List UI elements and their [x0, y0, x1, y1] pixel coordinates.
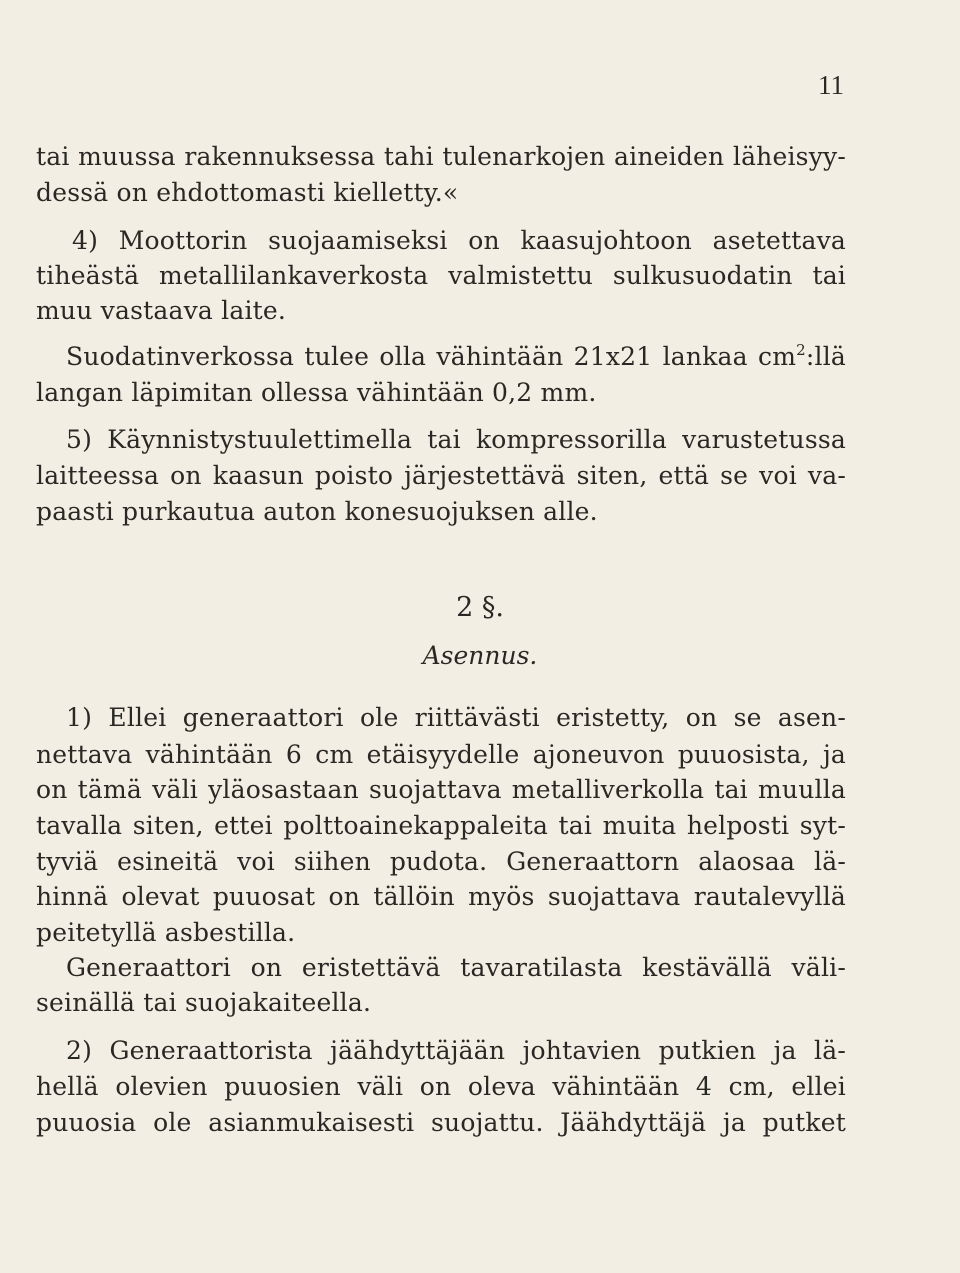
- text-line: langan läpimitan ollessa vähintään 0,2 mm.: [36, 378, 597, 407]
- text-line: 2) Generaattorista jäähdyttäjään johtavien putkien ja lä-: [66, 1036, 846, 1065]
- text-line: tiheästä metallilankaverkosta valmistettu sulkusuodatin tai: [36, 261, 846, 290]
- section-number: 2 §.: [456, 592, 504, 623]
- text-line: 4) Moottorin suojaamiseksi on kaasujohtoon asetettava: [72, 226, 846, 255]
- text-line: tavalla siten, ettei polttoainekappaleita tai muita helposti syt-: [36, 811, 846, 840]
- text-fragment: Suodatinverkossa tulee olla vähintään 21x21 lankaa cm: [66, 342, 797, 371]
- superscript: 2: [796, 341, 806, 359]
- text-line: laitteessa on kaasun poisto järjestettävä siten, että se voi va-: [36, 461, 846, 490]
- text-line: [66, 342, 846, 372]
- text-line: paasti purkautua auton konesuojuksen alle.: [36, 497, 598, 526]
- text-fragment: :llä: [805, 342, 846, 371]
- text-line: Generaattori on eristettävä tavaratilasta kestävällä väli-: [66, 953, 846, 982]
- text-line: muu vastaava laite.: [36, 296, 287, 325]
- text-line: tyviä esineitä voi siihen pudota. Generaattorn alaosaa lä-: [36, 847, 846, 876]
- text-line: tai muussa rakennuksessa tahi tulenarkojen aineiden läheisyy-: [36, 142, 846, 171]
- text-line: seinällä tai suojakaiteella.: [36, 988, 372, 1017]
- text-line: puuosia ole asianmukaisesti suojattu. Jäähdyttäjä ja putket: [36, 1108, 846, 1137]
- text-line: 1) Ellei generaattori ole riittävästi eristetty, on se asen-: [66, 703, 846, 732]
- text-line: 5) Käynnistystuulettimella tai kompressorilla varustetussa: [66, 425, 846, 454]
- page-number: 11: [818, 70, 844, 100]
- text-line: peitetyllä asbestilla.: [36, 918, 296, 947]
- text-line: dessä on ehdottomasti kielletty.«: [36, 178, 459, 207]
- text-line: hinnä olevat puuosat on tällöin myös suojattava rautalevyllä: [36, 882, 846, 911]
- text-line: nettava vähintään 6 cm etäisyydelle ajoneuvon puuosista, ja: [36, 740, 846, 769]
- section-title: Asennus.: [422, 641, 538, 670]
- text-line: hellä olevien puuosien väli on oleva vähintään 4 cm, ellei: [36, 1072, 846, 1101]
- text-line: on tämä väli yläosastaan suojattava metalliverkolla tai muulla: [36, 775, 846, 804]
